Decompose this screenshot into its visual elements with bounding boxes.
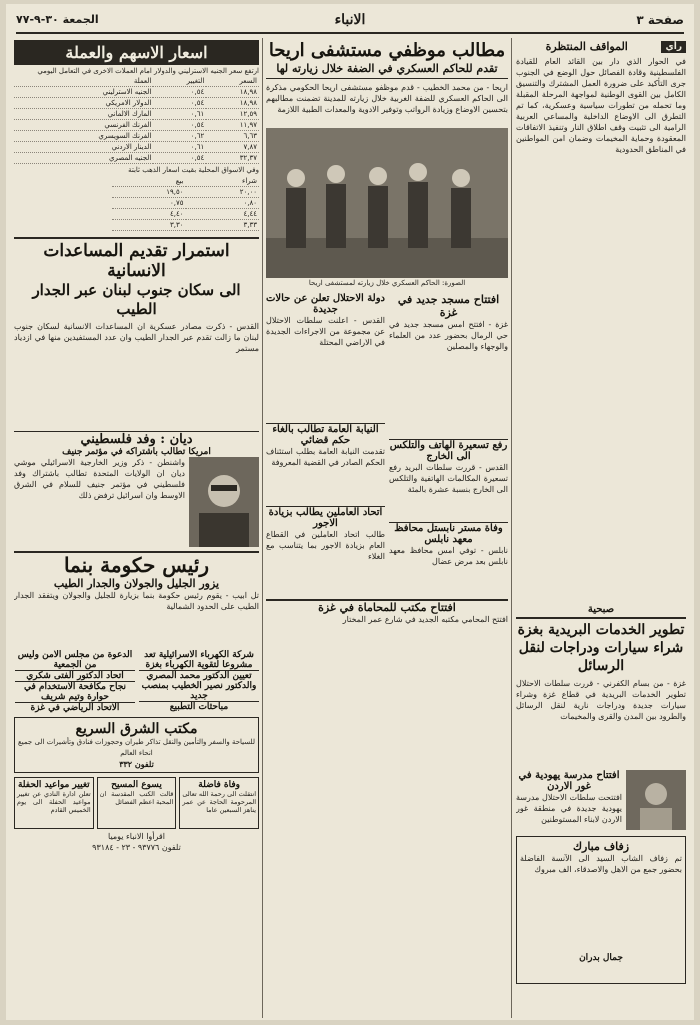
story-body: نابلس - توفي امس محافظ معهد نابلس بعد مرض عضال — [389, 546, 508, 566]
announcement-title: زفاف مبارك — [572, 840, 630, 853]
main-photo — [266, 128, 508, 278]
portrait-photo — [189, 457, 259, 547]
table-row: ١٨,٩٨ ٠,٥٤ الدولار الامريكي — [14, 98, 259, 109]
notice-box — [179, 777, 259, 829]
story-headline: تعيين الدكتور محمد المصري والدكتور نصير الخطيب بمنصب جديد — [139, 670, 259, 701]
notice-box — [97, 777, 177, 829]
currency-box-title: اسعار الاسهم والعملة — [14, 40, 259, 65]
story-headline: رفع تسعيرة الهاتف والتلكس الى الخارج — [389, 440, 508, 462]
column-rule — [262, 38, 263, 1018]
main-headline: مطالب موظفي مستشفى اريحا — [268, 40, 506, 61]
table-row: ٠,٨٠ ٠,٧٥ — [112, 198, 259, 209]
group-photo-icon — [266, 128, 508, 278]
story-headline: ديان : وفد فلسطيني — [14, 431, 259, 447]
story-body: القدس - قررت سلطات البريد رفع تسعيرة المكالمات الهاتفية والتلكس الى الخارج بنسبة عشرة بالمئة — [389, 463, 508, 494]
newspaper-page — [6, 4, 694, 1020]
story-headline: دولة الاحتلال تعلن عن حالات جديدة — [266, 293, 385, 315]
table-row: ٤,٤٤ ٤,٤٠ — [112, 209, 259, 220]
story-headline: افتتاح مسجد جديد في غزة — [397, 293, 500, 319]
section-subhead: صبحية — [587, 604, 615, 615]
lead-headline: استمرار تقديم المساعدات الانسانية — [14, 237, 259, 281]
newspaper-name: الانباء — [334, 12, 366, 28]
ad-box — [14, 717, 259, 773]
story-headline: افتتاح مكتب للمحاماة في غزة — [266, 599, 508, 614]
ad-body: للسياحة والسفر والتأمين والنقل تذاكر طيران وحجوزات فنادق وتأشيرات الى جميع انحاء العالم — [18, 738, 255, 757]
photo-caption: الصورة: الحاكم العسكري خلال زيارته لمستشفى اريحا — [308, 279, 466, 287]
table-row: ٦,٦٣ ٠,٦٢ الفرنك السويسري — [14, 131, 259, 142]
story-body: تل ابيب - يقوم رئيس حكومة بنما بزيارة للجليل والجولان ويتفقد الجدار الطيب على الحدود الشمالية — [14, 591, 259, 611]
table-row: ٣,٣٣ ٣,٣٠ — [112, 220, 259, 231]
story-headline: تطوير الخدمات البريدية بغزة شراء سيارات ودراجات لنقل الرسائل — [516, 617, 686, 675]
portrait-icon — [189, 457, 259, 547]
notice-body: انتقلت الى رحمة الله تعالى المرحومة الحاجة عن عمر يناهز السبعين عاما — [182, 790, 256, 814]
main-article-body: اريحا - من محمد الخطيب - قدم موظفو مستشفى اريحا الحكومي مذكرة الى الحاكم العسكري للضفة الغربية خلال زيارته للمدينة تضمنت مطالبهم بتحسين الاوضاع وزيادة الرواتب وتوفير الادوية والمعدات الطبية اللازمة — [266, 83, 508, 114]
story-headline: وفاة مستر نابستل محافظ معهد نابلس — [389, 522, 508, 545]
story-body: طالب اتحاد العاملين في القطاع العام بزيادة الاجور بما يتناسب مع الغلاء — [266, 530, 385, 561]
currency-table — [14, 76, 259, 164]
table-row: ٣٢,٣٧ ٠,٥٤ الجنيه المصري — [14, 153, 259, 164]
story-body: واشنطن - ذكر وزير الخارجية الاسرائيلي موشي ديان ان الولايات المتحدة تطالب باشتراك وفد فلسطيني في مؤتمر جنيف للسلام في الشرق الاوسط وان اسرائيل ترفض ذلك — [14, 458, 185, 500]
table-row: ٢٠,٠٠ ١٩,٥٠ — [112, 187, 259, 198]
story-photo — [626, 770, 686, 830]
story-headline: الدعوة من مجلس الامن وليس من الجمعية — [17, 650, 133, 670]
currency-intro: ارتفع سعر الجنيه الاسترليني والدولار امام العملات الاخرى في التعامل اليومي — [37, 67, 259, 75]
table-header: شراء — [186, 176, 260, 187]
footer-note: اقرأوا الانباء يوميا — [108, 832, 165, 841]
market-note: وفي الاسواق المحلية بقيت اسعار الذهب ثابتة — [128, 166, 259, 174]
table-row: ١٢,٥٩ ٠,٦١ المارك الالماني — [14, 109, 259, 120]
notice-title: تغيير مواعيد الحفلة — [17, 780, 90, 790]
notice-body: تعلن ادارة النادي عن تغيير مواعيد الحفلة الى يوم الخميس القادم — [16, 790, 91, 814]
main-subheadline: تقدم للحاكم العسكري في الضفة خلال زيارته لها — [266, 62, 508, 79]
story-subheadline: امريكا تطالب باشتراكه في مؤتمر جنيف — [62, 447, 211, 457]
headline-panama-sub: يزور الجليل والجولان والجدار الطيب — [53, 577, 220, 590]
footer-phone: تلفون ٩٣٧٧٦ - ٢٣ - ٩٣١٨٤ — [92, 843, 181, 852]
story-headline: النيابة العامة تطالب بالغاء حكم قضائي — [266, 423, 385, 446]
announcement-sign: جمال بدران — [579, 953, 623, 963]
lead-article-body: في الحوار الذي دار بين القائد العام للقيادة الفلسطينية وقادة الفصائل حول الوضع في الجنوب جرى التأكيد على ضرورة العمل المشترك والتنسيق الكامل بين القوى الوطنية لمواجهة المرحلة المقبلة وما تحمله من تطورات سياسية وعسكرية، كما تم التطرق الى الاوضاع الداخلية والمساعي العربية الرامية الى تثبيت وقف اطلاق النار وتنفيذ الاتفاقات المعقودة وحماية المخيمات وضمان امن المواطنين في المناطق الحدودية — [516, 57, 686, 154]
page-number: صفحة ٣ — [636, 13, 684, 27]
story-headline: اتحاد العاملين يطالب بزيادة الاجور — [266, 506, 385, 529]
right-column — [516, 40, 686, 1010]
table-header: بيع — [112, 176, 186, 187]
column-logo: رأي — [661, 41, 686, 53]
kicker: المواقف المنتظرة — [545, 40, 628, 53]
ad-phone: تلفون ٣٣٢ — [119, 759, 154, 769]
table-header: السعر — [206, 76, 259, 87]
story-headline: افتتاح مدرسة يهودية في غور الاردن — [518, 770, 620, 792]
column-rule — [511, 38, 512, 1018]
ad-title: مكتب الشرق السريع — [75, 721, 198, 737]
lead-headline-line2: الى سكان جنوب لبنان عبر الجدار الطيب — [32, 281, 241, 318]
table-header: العملة — [14, 76, 153, 87]
table-row: ٧,٨٧ ٠,٦١ الدينار الاردني — [14, 142, 259, 153]
notice-title: وفاة فاضلة — [198, 780, 241, 790]
story-body: تقدمت النيابة العامة بطلب استئناف الحكم الصادر في القضية المعروفة — [266, 447, 385, 467]
story-body: افتتح المحامي مكتبه الجديد في شارع عمر المختار — [342, 615, 508, 624]
notice-title: يسوع المسيح — [111, 780, 162, 790]
middle-column — [266, 40, 508, 1010]
table-row: ١٨,٩٨ ٠,٥٤ الجنيه الاسترليني — [14, 87, 259, 98]
buy-sell-table — [112, 176, 259, 231]
notice-box — [14, 777, 94, 829]
lead-body: القدس - ذكرت مصادر عسكرية ان المساعدات الانسانية لسكان جنوب لبنان ما زالت تقدم عبر الجدار الطيب وان عدد المستفيدين منها في ازدياد مستمر — [14, 322, 259, 353]
photo-placeholder-icon — [626, 770, 686, 830]
story-body: غزة - من بسام الكفرني - قررت سلطات الاحتلال تطوير الخدمات البريدية في قطاع غزة وشراء سيارات جديدة ودراجات نارية لنقل الرسائل والطرود بين المدن والقرى والمخيمات — [516, 679, 686, 721]
story-headline: اتحاد الدكتور الفتى شكري — [15, 670, 135, 681]
story-body: غزة - افتتح امس مسجد جديد في حي الرمال بحضور عدد من العلماء والوجهاء والمصلين — [389, 320, 508, 351]
story-headline: شركة الكهرباء الاسرائيلية تعد مشروعا لتقوية الكهرباء بغزة — [144, 650, 254, 670]
headline-panama: رئيس حكومة بنما — [14, 551, 259, 577]
table-header: التغيير — [153, 76, 206, 87]
issue-date: الجمعة ٣٠-٩-٧٧ — [16, 13, 99, 26]
story-headline: نجاح مكافحة الاستخدام في حوارة وتيم شريف — [15, 681, 135, 702]
page-header — [16, 12, 684, 34]
story-headline: مباحثات التطبيع — [139, 701, 259, 712]
table-row: ١١,٩٧ ٠,٥٤ الفرنك الفرنسي — [14, 120, 259, 131]
story-body: افتتحت سلطات الاحتلال مدرسة يهودية جديدة في منطقة غور الاردن لابناء المستوطنين — [516, 793, 622, 824]
announcement-box — [516, 836, 686, 984]
notice-body: قالت الكتب المقدسة ان المحبة اعظم الفضائل — [99, 790, 174, 806]
left-column — [14, 40, 259, 1010]
story-headline: الاتحاد الرياضي في غزة — [15, 702, 135, 713]
announcement-body: تم زفاف الشاب السيد الى الآنسة الفاضلة بحضور جمع من الاهل والاصدقاء، الف مبروك — [520, 854, 682, 874]
story-body: القدس - اعلنت سلطات الاحتلال عن مجموعة من الاجراءات الجديدة في الاراضي المحتلة — [266, 316, 385, 347]
